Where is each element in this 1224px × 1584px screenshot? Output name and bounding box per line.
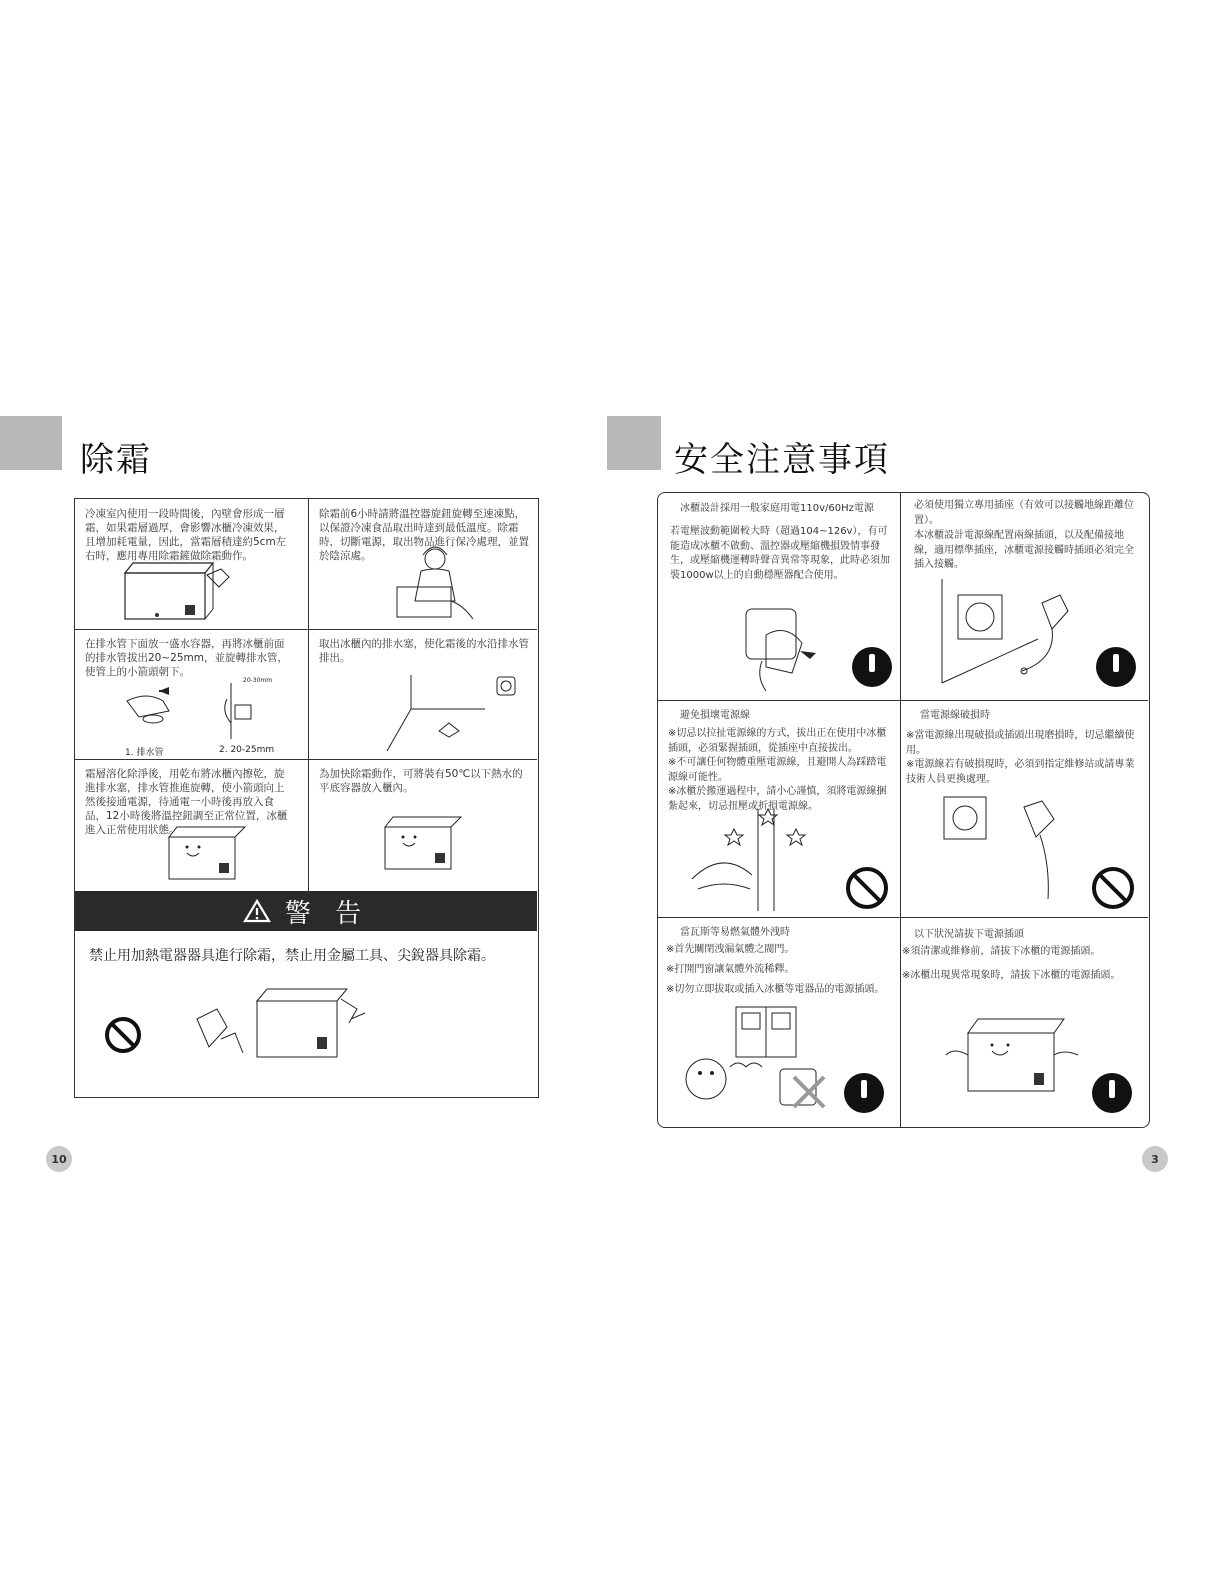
left-page-title: 除霜: [80, 440, 152, 480]
person-removing-food-illustration: [385, 543, 485, 627]
safety-cell5-heading: 當瓦斯等易燃氣體外洩時: [680, 927, 790, 938]
safety-cell2-body: 本冰櫃設計電源線配置兩線插頭，以及配備接地線，適用標準插座，冰櫃電源接觸時插頭必須完全插入接觸。: [914, 530, 1134, 570]
freezer-with-tools-illustration: [191, 979, 381, 1069]
defrost-step-5: 霜層溶化除淨後，用乾布將冰櫃內擦乾，旋進排水塞，排水管推進旋轉，使小箭頭向上然後接通電源，待通電一小時後再放入食品，12小時後將溫控鈕調至正常位置，冰櫃進入正常使用狀態。: [85, 768, 288, 836]
prohibited-icon: [1090, 865, 1136, 911]
clean-freezer-illustration: [167, 825, 247, 881]
defrost-step-3: 在排水管下面放一盛水容器，再將冰櫃前面的排水管拔出20~25mm，並旋轉排水管，使管上的小箭頭朝下。: [85, 638, 288, 678]
safety-cell1-heading: 冰櫃設計採用一般家庭用電110v/60Hz電源: [680, 503, 874, 514]
safety-cell4-item-2: ※電源線若有破損現時，必須到指定維修站或請專業技術人員更換處理。: [906, 759, 1135, 785]
drain-pipe-illustration: [119, 679, 279, 745]
defrost-step-2: 除霜前6小時請將溫控器旋鈕旋轉至速凍點，以保證冷凍食品取出時達到最低溫度。除霜時，切斷電源，取出物品進行保冷處理，並置於陰涼處。: [319, 508, 529, 562]
defrost-instructions-box: [74, 498, 539, 1098]
safety-cell3-item-2: ※不可讓任何物體重壓電源線，且避開人為踩踏電源線可能性。: [668, 757, 887, 783]
safety-cell4-item-1: ※當電源線出現破損或插頭出現磨損時，切忌繼續使用。: [906, 730, 1135, 756]
drain-plug-illustration: [385, 671, 525, 755]
prohibited-icon: [844, 865, 890, 911]
safety-cell4-heading: 當電源線破損時: [920, 710, 990, 721]
attention-icon: [1090, 1071, 1134, 1115]
right-page-number: 3: [1142, 1146, 1168, 1172]
safety-cell6-item-1: ※須清潔或維修前，請拔下冰櫃的電源插頭。: [902, 946, 1101, 957]
cable-pinched-by-door-illustration: [688, 809, 828, 911]
damaged-plug-illustration: [940, 793, 1080, 903]
warning-text: 禁止用加熱電器器具進行除霜，禁止用金屬工具、尖銳器具除霜。: [89, 948, 495, 964]
attention-icon: [1094, 645, 1138, 689]
attention-icon: [842, 1071, 886, 1115]
left-section-tab: [0, 416, 62, 470]
freezer-scraper-illustration: [123, 559, 233, 625]
left-page-number: 10: [46, 1146, 72, 1172]
defrost-step-6: 為加快除霜動作，可將裝有50℃以下熱水的平底容器放入櫃內。: [319, 768, 523, 794]
hot-water-freezer-illustration: [383, 815, 463, 871]
warning-title: 警 告: [284, 898, 370, 929]
right-page-title: 安全注意事項: [674, 440, 890, 480]
wall-outlet-plug-illustration: [938, 579, 1098, 695]
safety-notes-box: [657, 492, 1150, 1128]
safety-cell3-item-1: ※切忌以拉扯電源線的方式，拔出正在使用中冰櫃插頭，必須緊握插頭，從插座中直接拔出。: [668, 728, 887, 754]
drain-dim-label: 20-30mm: [243, 677, 273, 684]
prohibited-icon: [103, 1015, 143, 1055]
plug-in-socket-illustration: [742, 605, 832, 693]
gas-leak-window-illustration: [670, 1003, 840, 1115]
safety-cell3-item-3: ※冰櫃於搬運過程中，請小心謹慎，須將電源線捆紮起來，切忌扭壓或折損電源線。: [668, 786, 887, 812]
warning-triangle-icon: [243, 899, 271, 923]
defrost-step-1: 冷凍室內使用一段時間後，內壁會形成一層霜，如果霜層過厚，會影響冰櫃冷凍效果，且增加耗電量，因此，當霜層積達約5cm左右時，應用專用除霜鏟做除霜動作。: [85, 508, 287, 562]
drain-length-label: 2. 20-25mm: [219, 745, 275, 755]
drain-pipe-label: 1. 排水管: [125, 748, 164, 758]
defrost-step-4: 取出冰櫃內的排水塞，使化霜後的水沿排水管排出。: [319, 638, 529, 664]
safety-cell2-heading: 必須使用獨立專用插座（有效可以接觸地線距離位置）。: [914, 500, 1134, 526]
safety-cell5-item-1: ※首先關閉洩漏氣體之閥門。: [666, 944, 795, 955]
safety-cell3-heading: 避免損壞電源線: [680, 710, 750, 721]
right-section-tab: [607, 416, 661, 470]
attention-icon: [850, 645, 894, 689]
safety-cell5-item-3: ※切勿立即拔取或插入冰櫃等電器品的電源插頭。: [666, 984, 885, 995]
safety-cell6-item-2: ※冰櫃出現異常現象時，請拔下冰櫃的電源插頭。: [902, 970, 1121, 981]
safety-cell1-body: 若電壓波動範圍較大時（超過104~126v），有可能造成冰櫃不啟動、溫控器或壓縮機損毀情事發生，或壓縮機運轉時聲音異常等現象，此時必須加裝1000w以上的自動穩壓器配合使用。: [670, 526, 890, 581]
warning-banner: [75, 891, 537, 931]
freezer-unplugged-illustration: [942, 1015, 1082, 1095]
safety-cell6-heading: 以下狀況請拔下電源插頭: [914, 929, 1024, 940]
safety-cell5-item-2: ※打開門窗讓氣體外流稀釋。: [666, 964, 795, 975]
